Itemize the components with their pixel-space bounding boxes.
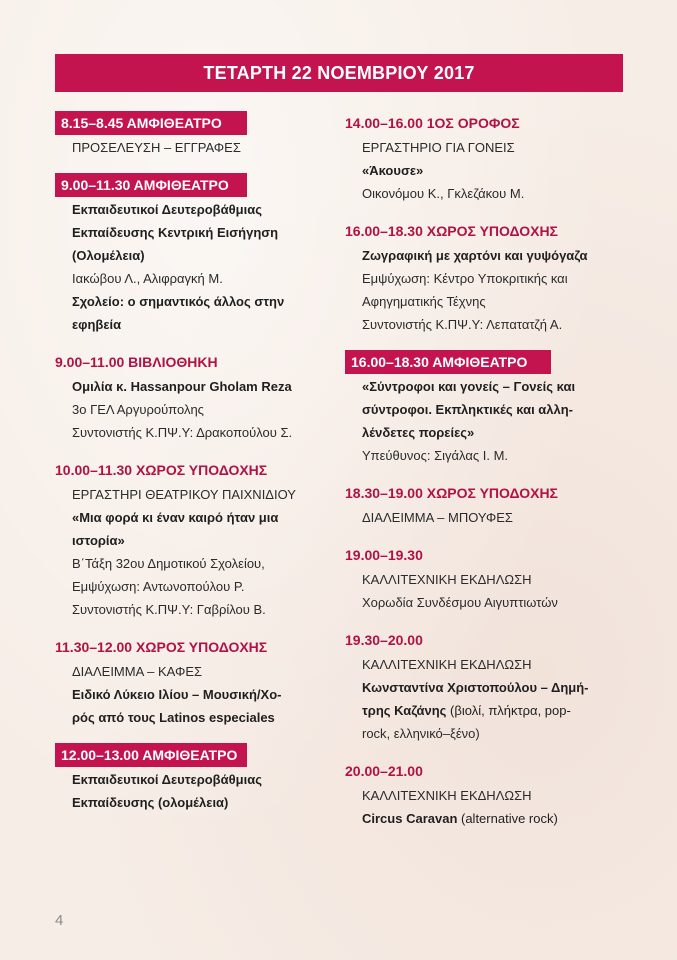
session-detail-text: ΕΡΓΑΣΤΗΡΙ ΘΕΑΤΡΙΚΟΥ ΠΑΙΧΝΙΔΙΟΥ [72, 487, 296, 502]
session-detail-line [55, 576, 325, 597]
session-detail-text: ρός από τους Latinos especiales [72, 710, 275, 725]
schedule-block [55, 173, 325, 335]
session-detail-line [55, 137, 325, 158]
session-detail-text: «Άκουσε» [362, 163, 424, 178]
session-detail-line [345, 160, 625, 181]
session-detail-line [55, 792, 325, 813]
session-detail-note: (βιολί, πλήκτρα, pop- [446, 703, 571, 718]
session-time-location: 20.00–21.00 [345, 763, 423, 779]
session-detail-line [345, 422, 625, 443]
session-detail-line [345, 507, 625, 528]
schedule-block [55, 743, 325, 813]
session-detail-line [55, 599, 325, 620]
session-detail-line [55, 707, 325, 728]
session-detail-text: Αφηγηματικής Τέχνης [362, 294, 486, 309]
date-title: ΤΕΤΑΡΤΗ 22 ΝΟΕΜΒΡΙΟΥ 2017 [203, 62, 475, 83]
schedule-block [345, 219, 625, 335]
schedule-block [345, 111, 625, 204]
session-time-location: 16.00–18.30 ΧΩΡΟΣ ΥΠΟΔΟΧΗΣ [345, 223, 558, 239]
session-detail-text: Εμψύχωση: Αντωνοπούλου Ρ. [72, 579, 245, 594]
left-column [55, 111, 325, 828]
session-detail-text: Ιακώβου Λ., Αλιφραγκή Μ. [72, 271, 223, 286]
session-detail-text: σύντροφοι. Εκπληκτικές και αλλη- [362, 402, 574, 417]
schedule-block [345, 481, 625, 528]
session-detail-line [55, 199, 325, 220]
session-detail-text: Κωνσταντίνα Χριστοπούλου – Δημή- [362, 680, 589, 695]
session-time-location: 12.00–13.00 ΑΜΦΙΘΕΑΤΡΟ [55, 743, 247, 767]
session-detail-line [345, 569, 625, 590]
session-detail-line [345, 592, 625, 613]
page-number: 4 [55, 912, 64, 929]
session-detail-text: Ειδικό Λύκειο Ιλίου – Μουσική/Χο- [72, 687, 282, 702]
session-detail-line [345, 314, 625, 335]
session-detail-line [345, 268, 625, 289]
schedule-block [55, 635, 325, 728]
session-detail-text: «Μια φορά κι έναν καιρό ήταν μια [72, 510, 279, 525]
session-detail-text: ΚΑΛΛΙΤΕΧΝΙΚΗ ΕΚΔΗΛΩΣΗ [362, 788, 532, 803]
session-detail-line [345, 291, 625, 312]
session-detail-line [55, 422, 325, 443]
session-detail-text: Ομιλία κ. Hassanpour Gholam Reza [72, 379, 292, 394]
date-banner [55, 54, 623, 92]
schedule-block [345, 628, 625, 744]
session-detail-text: Σχολείο: ο σημαντικός άλλος στην [72, 294, 285, 309]
session-detail-text: ΚΑΛΛΙΤΕΧΝΙΚΗ ΕΚΔΗΛΩΣΗ [362, 572, 532, 587]
session-detail-text: ΠΡΟΣΕΛΕΥΣΗ – ΕΓΓΡΑΦΕΣ [72, 140, 241, 155]
session-detail-line [345, 445, 625, 466]
schedule-block [345, 543, 625, 613]
session-detail-text: Εκπαίδευσης (ολομέλεια) [72, 795, 229, 810]
session-detail-line [345, 654, 625, 675]
session-detail-text: εφηβεία [72, 317, 122, 332]
session-detail-text: τρης Καζάνης [362, 703, 447, 718]
session-time-location: 11.30–12.00 ΧΩΡΟΣ ΥΠΟΔΟΧΗΣ [55, 639, 268, 655]
session-detail-line [55, 507, 325, 528]
session-detail-text: Εκπαιδευτικοί Δευτεροβάθμιας [72, 202, 262, 217]
session-detail-text: 3ο ΓΕΛ Αργυρούπολης [72, 402, 204, 417]
session-detail-line [55, 376, 325, 397]
session-detail-text: Συντονιστής Κ.ΠΨ.Υ: Γαβρίλου Β. [72, 602, 266, 617]
session-detail-line [345, 700, 625, 721]
right-column [345, 111, 625, 844]
schedule-block [345, 350, 625, 466]
session-detail-text: Β΄Τάξη 32ου Δημοτικού Σχολείου, [72, 556, 265, 571]
session-detail-line [55, 268, 325, 289]
session-time-location: 9.00–11.30 ΑΜΦΙΘΕΑΤΡΟ [55, 173, 247, 197]
session-detail-line [55, 245, 325, 266]
session-detail-line [345, 723, 625, 744]
session-detail-text: Circus Caravan [362, 811, 458, 826]
session-time-location: 18.30–19.00 ΧΩΡΟΣ ΥΠΟΔΟΧΗΣ [345, 485, 558, 501]
session-detail-text: Συντονιστής Κ.ΠΨ.Υ: Δρακοπούλου Σ. [72, 425, 293, 440]
session-time-location: 8.15–8.45 ΑΜΦΙΘΕΑΤΡΟ [55, 111, 247, 135]
session-detail-text: ΕΡΓΑΣΤΗΡΙΟ ΓΙΑ ΓΟΝΕΙΣ [362, 140, 515, 155]
schedule-block [55, 111, 325, 158]
session-detail-text: ΔΙΑΛΕΙΜΜΑ – ΜΠΟΥΦΕΣ [362, 510, 513, 525]
session-detail-line [55, 769, 325, 790]
session-detail-text: (Ολομέλεια) [72, 248, 145, 263]
session-time-location: 9.00–11.00 ΒΙΒΛΙΟΘΗΚΗ [55, 354, 218, 370]
schedule-block [345, 759, 625, 829]
session-detail-line [55, 684, 325, 705]
session-time-location: 16.00–18.30 ΑΜΦΙΘΕΑΤΡΟ [345, 350, 551, 374]
session-detail-text: Ζωγραφική με χαρτόνι και γυψόγαζα [362, 248, 588, 263]
session-detail-text: Εμψύχωση: Κέντρο Υποκριτικής και [362, 271, 568, 286]
session-detail-line [55, 553, 325, 574]
schedule-block [55, 458, 325, 620]
session-detail-text: Εκπαίδευσης Κεντρική Εισήγηση [72, 225, 279, 240]
session-detail-line [345, 808, 625, 829]
session-detail-line [345, 376, 625, 397]
session-time-location: 19.30–20.00 [345, 632, 423, 648]
session-detail-text: rock, ελληνικό–ξένο) [362, 726, 480, 741]
session-detail-text: Υπεύθυνος: Σιγάλας Ι. Μ. [362, 448, 509, 463]
session-detail-line [345, 785, 625, 806]
session-detail-line [55, 661, 325, 682]
session-detail-line [55, 484, 325, 505]
session-detail-text: Οικονόμου Κ., Γκλεζάκου Μ. [362, 186, 525, 201]
session-detail-text: Εκπαιδευτικοί Δευτεροβάθμιας [72, 772, 262, 787]
session-detail-text: Συντονιστής Κ.ΠΨ.Υ: Λεπατατζή Α. [362, 317, 563, 332]
session-detail-text: Χορωδία Συνδέσμου Αιγυπτιωτών [362, 595, 558, 610]
session-detail-line [345, 183, 625, 204]
session-detail-line [345, 677, 625, 698]
session-detail-line [55, 399, 325, 420]
session-detail-text: ΚΑΛΛΙΤΕΧΝΙΚΗ ΕΚΔΗΛΩΣΗ [362, 657, 532, 672]
session-detail-line [345, 137, 625, 158]
session-detail-text: ιστορία» [72, 533, 125, 548]
session-detail-text: «Σύντροφοι και γονείς – Γονείς και [362, 379, 576, 394]
session-detail-text: ΔΙΑΛΕΙΜΜΑ – ΚΑΦΕΣ [72, 664, 203, 679]
session-detail-line [55, 222, 325, 243]
session-detail-line [345, 399, 625, 420]
session-detail-line [55, 530, 325, 551]
session-detail-line [55, 291, 325, 312]
session-time-location: 10.00–11.30 ΧΩΡΟΣ ΥΠΟΔΟΧΗΣ [55, 462, 268, 478]
session-time-location: 19.00–19.30 [345, 547, 423, 563]
session-detail-note: (alternative rock) [457, 811, 558, 826]
session-time-location: 14.00–16.00 1ΟΣ ΟΡΟΦΟΣ [345, 115, 520, 131]
session-detail-text: λένδετες πορείες» [362, 425, 475, 440]
session-detail-line [55, 314, 325, 335]
session-detail-line [345, 245, 625, 266]
schedule-block [55, 350, 325, 443]
